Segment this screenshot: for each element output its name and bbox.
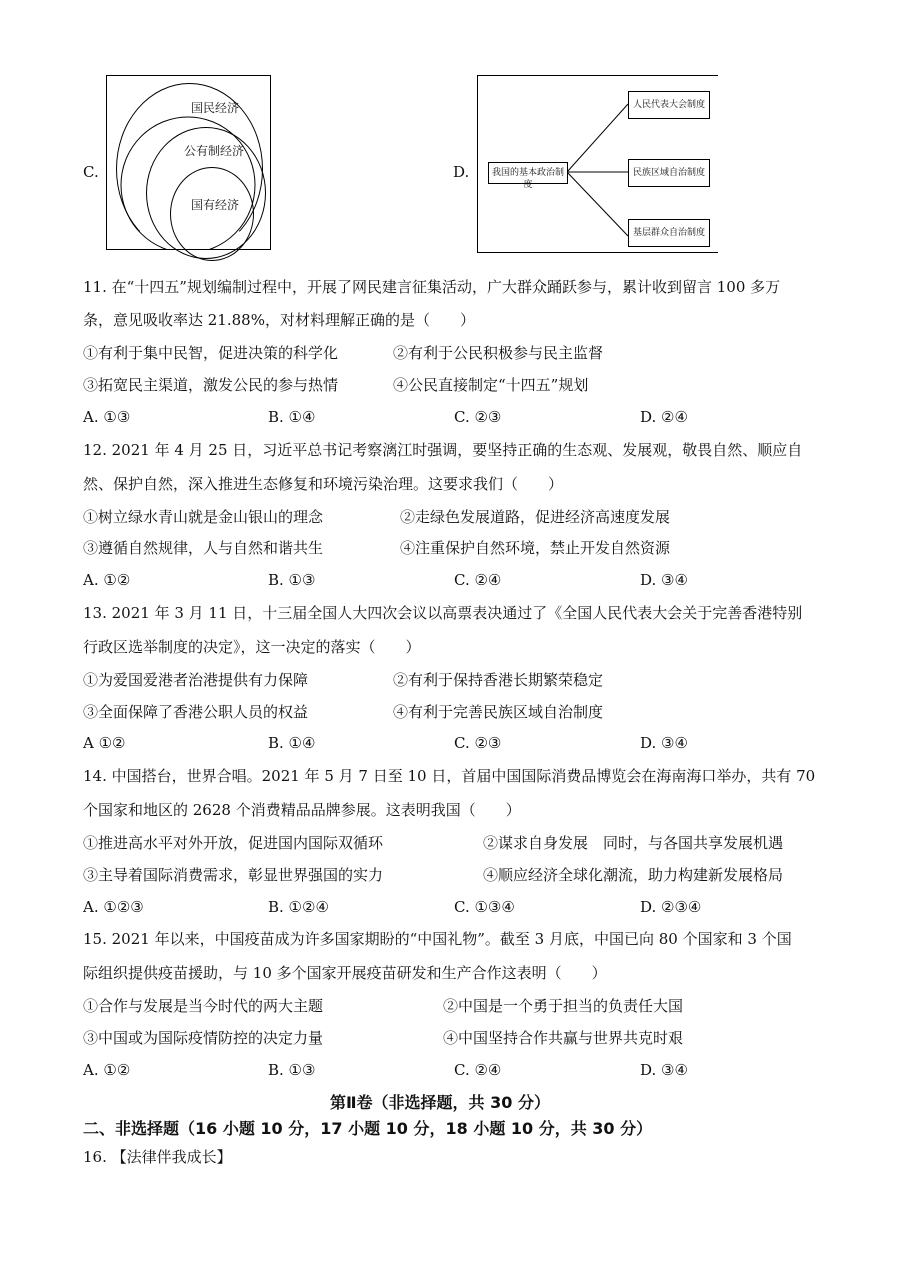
figure-d-label: D.	[453, 163, 470, 181]
option-4: ④顺应经济全球化潮流，助力构建新发展格局	[483, 866, 784, 884]
figure-c-label: C.	[83, 163, 99, 181]
option-1: ①合作与发展是当今时代的两大主题	[83, 997, 324, 1015]
venn-outer-label: 国民经济	[191, 101, 240, 115]
option-2: ②有利于公民积极参与民主监督	[393, 344, 604, 362]
question-stem-line: 条，意见吸收率达 21.88%，对材料理解正确的是（ ）	[83, 311, 475, 329]
option-1: ①推进高水平对外开放，促进国内国际双循环	[83, 834, 384, 852]
choice-d: D. ③④	[640, 571, 688, 589]
question-stem-line: 个国家和地区的 2628 个消费精品品牌参展。这表明我国（ ）	[83, 801, 521, 819]
option-3: ③拓宽民主渠道，激发公民的参与热情	[83, 376, 339, 394]
choice-d: D. ②③④	[640, 898, 702, 916]
branch-node-2: 民族区域自治制度	[628, 159, 710, 187]
part-2-title: 第Ⅱ卷（非选择题，共 30 分）	[330, 1093, 550, 1112]
choice-a: A. ①②	[83, 1061, 131, 1079]
option-4: ④有利于完善民族区域自治制度	[393, 703, 604, 721]
option-3: ③中国或为国际疫情防控的决定力量	[83, 1029, 324, 1047]
option-4: ④中国坚持合作共赢与世界共克时艰	[443, 1029, 684, 1047]
choice-c: C. ①③④	[454, 898, 515, 916]
option-1: ①树立绿水青山就是金山银山的理念	[83, 508, 324, 526]
option-2: ②中国是一个勇于担当的负责任大国	[443, 997, 684, 1015]
figure-c-venn-diagram	[106, 75, 271, 250]
choice-b: B. ①③	[268, 571, 316, 589]
choice-a: A. ①②③	[83, 898, 144, 916]
question-stem-line: 15. 2021 年以来，中国疫苗成为许多国家期盼的“中国礼物”。截至 3 月底，中国已向 80 个国家和 3 个国	[83, 930, 792, 948]
option-3: ③全面保障了香港公职人员的权益	[83, 703, 309, 721]
choice-a: A. ①③	[83, 408, 131, 426]
choice-b: B. ①④	[268, 408, 316, 426]
question-stem-line: 11. 在“十四五”规划编制过程中，开展了网民建言征集活动，广大群众踊跃参与，累计收到留言 100 多万	[83, 278, 781, 296]
choice-d: D. ②④	[640, 408, 688, 426]
question-stem-line: 行政区选举制度的决定》，这一决定的落实（ ）	[83, 638, 421, 656]
venn-inner-label: 国有经济	[191, 198, 240, 212]
choice-b: B. ①③	[268, 1061, 316, 1079]
option-4: ④公民直接制定“十四五”规划	[393, 376, 589, 394]
choice-a: A ①②	[83, 734, 126, 752]
choice-d: D. ③④	[640, 1061, 688, 1079]
question-stem-line: 然、保护自然，深入推进生态修复和环境污染治理。这要求我们（ ）	[83, 475, 564, 493]
option-3: ③遵循自然规律，人与自然和谐共生	[83, 539, 324, 557]
option-2: ②走绿色发展道路，促进经济高速度发展	[400, 508, 671, 526]
option-1: ①有利于集中民智，促进决策的科学化	[83, 344, 339, 362]
choice-b: B. ①②④	[268, 898, 329, 916]
choice-c: C. ②③	[454, 734, 502, 752]
option-2: ②有利于保持香港长期繁荣稳定	[393, 671, 604, 689]
option-1: ①为爱国爱港者治港提供有力保障	[83, 671, 309, 689]
choice-b: B. ①④	[268, 734, 316, 752]
branch-node-3: 基层群众自治制度	[628, 219, 710, 247]
section-2-title: 二、非选择题（16 小题 10 分，17 小题 10 分，18 小题 10 分，共 30 分）	[83, 1119, 653, 1138]
branch-node-1: 人民代表大会制度	[628, 91, 710, 119]
question-16-label: 16. 【法律伴我成长】	[83, 1148, 232, 1166]
figure-d-tree-diagram	[477, 75, 718, 253]
question-stem-line: 14. 中国搭台，世界合唱。2021 年 5 月 7 日至 10 日，首届中国国际消费品博览会在海南海口举办，共有 70	[83, 767, 816, 785]
question-stem-line: 13. 2021 年 3 月 11 日，十三届全国人大四次会议以高票表决通过了《全国人民代表大会关于完善香港特别	[83, 604, 803, 622]
choice-c: C. ②④	[454, 571, 502, 589]
choice-c: C. ②④	[454, 1061, 502, 1079]
venn-middle-label: 公有制经济	[184, 144, 245, 158]
choice-a: A. ①②	[83, 571, 131, 589]
option-4: ④注重保护自然环境，禁止开发自然资源	[400, 539, 671, 557]
question-stem-line: 12. 2021 年 4 月 25 日，习近平总书记考察漓江时强调，要坚持正确的生态观、发展观，敬畏自然、顺应自	[83, 441, 803, 459]
question-stem-line: 际组织提供疫苗援助，与 10 多个国家开展疫苗研发和生产合作这表明（ ）	[83, 964, 607, 982]
choice-c: C. ②③	[454, 408, 502, 426]
choice-d: D. ③④	[640, 734, 688, 752]
option-3: ③主导着国际消费需求，彰显世界强国的实力	[83, 866, 384, 884]
option-2: ②谋求自身发展 同时，与各国共享发展机遇	[483, 834, 784, 852]
root-node: 我国的基本政治制度	[488, 162, 568, 184]
